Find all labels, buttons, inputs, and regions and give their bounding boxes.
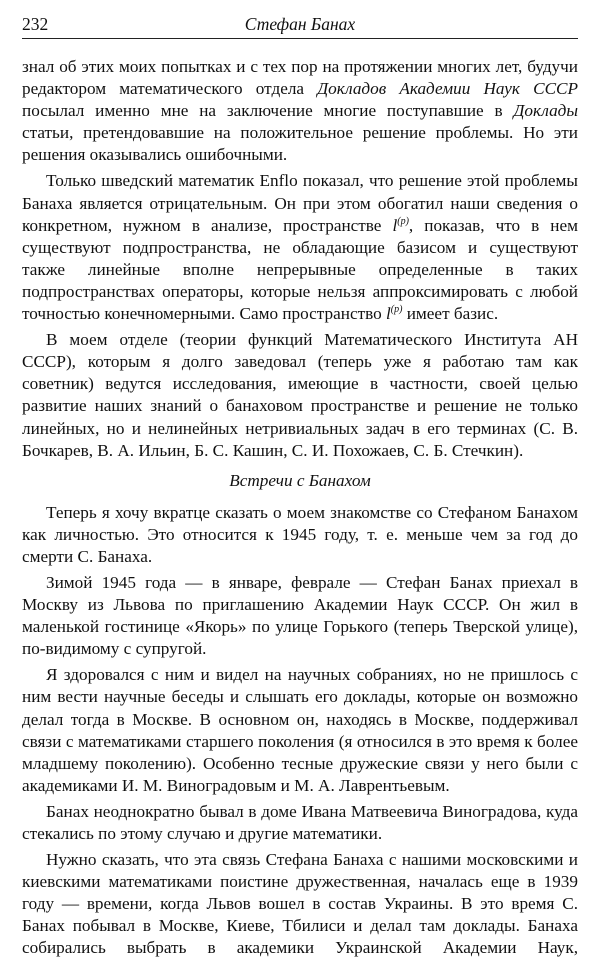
page-number: 232 (22, 14, 49, 34)
journal-short-title: Доклады (513, 101, 578, 121)
math-base: l (385, 304, 391, 324)
journal-title: Докладов Академии Наук СССР (317, 79, 579, 99)
paragraph-1 (22, 56, 578, 166)
math-space-lp (392, 216, 408, 235)
math-superscript: (p) (397, 215, 409, 227)
paragraph-1-text-b: посылал именно мне на заключение многие поступавшие в (22, 101, 514, 121)
paragraph-6: Я здоровался с ним и видел на научных собраниях, но не пришлось с ним вести научные беседы и слышать его доклады, которые он возможно делал тогда в Москве. В основном он, находясь в Москве, поддерживал связи с математиками старшего поколения (я относился в это время к более младшему поколению). Особенно тесные дружеские связи у него были с академиками И. М. Виноградовым и М. А. Лаврентьевым. (22, 665, 578, 795)
paragraph-1-text-c: статьи, претендовавшие на положительное решение проблемы. Но эти решения оказывались ошибочными. (22, 123, 578, 165)
paragraph-2-text-a: Только шведский математик Enflo показал, что решение этой проблемы Банаха является отрицательным. Он при этом обогатил наши сведения о конкретном, нужном в анализе, пространстве (22, 171, 578, 235)
paragraph-5: Зимой 1945 года — в январе, феврале — Стефан Банах приехал в Москву из Львова по приглашению Академии Наук СССР. Он жил в маленькой гостинице «Якорь» по улице Горького (теперь Тверской улице), по-видимому с супругой. (22, 572, 578, 659)
math-base: l (392, 215, 398, 235)
paragraph-3: В моем отделе (теории функций Математического Института АН СССР), которым я долго заведовал (теперь уже я работаю там как советник) ведутся исследования, имеющие в частности, своей целью развитие наших знаний о банаховом пространстве и решение не только линейных, но и нелинейных нетривиальных задач в его терминах (С. В. Бочкарев, В. А. Ильин, Б. С. Кашин, С. И. Похожаев, С. Б. Стечкин). (22, 330, 578, 460)
page-body (22, 56, 578, 964)
paragraph-2-text-b: , показав, что в нем существуют подпространства, не обладающие базисом и существуют также линейные вполне непрерывные определенные в таких подпространствах операторы, которые нельзя аппроксимировать с любой точностью конечномерными. Само пространство (22, 215, 578, 324)
paragraph-2-text-c: имеет базис. (402, 304, 499, 324)
page-header (22, 14, 578, 39)
section-title: Встречи с Банахом (229, 470, 371, 490)
running-title: Стефан Банах (244, 14, 356, 34)
math-space-lp-2 (386, 304, 402, 323)
paragraph-4: Теперь я хочу вкратце сказать о моем знакомстве со Стефаном Банахом как личностью. Это относится к 1945 году, т. е. меньше чем за год до смерти С. Банаха. (22, 502, 578, 566)
paragraph-8: Нужно сказать, что эта связь Стефана Банаха с нашими московскими и киевскими математиками поистине дружественная, началась еще в 1939 году — времени, когда Львов вошел в состав Украины. В это время С. Банах побывал в Москве, Киеве, Тбилиси и делал там доклады. Банаха собирались выбрать в академики Украинской Академии Наук, (22, 850, 578, 958)
paragraph-7: Банах неоднократно бывал в доме Ивана Матвеевича Виноградова, куда стекались по этому случаю и другие математики. (22, 801, 578, 843)
math-superscript: (p) (390, 304, 403, 316)
paragraph-1-text-a: знал об этих моих попытках и с тех пор на протяжении многих лет, будучи редактором математического отдела (22, 57, 578, 99)
paragraph-2 (22, 170, 578, 325)
